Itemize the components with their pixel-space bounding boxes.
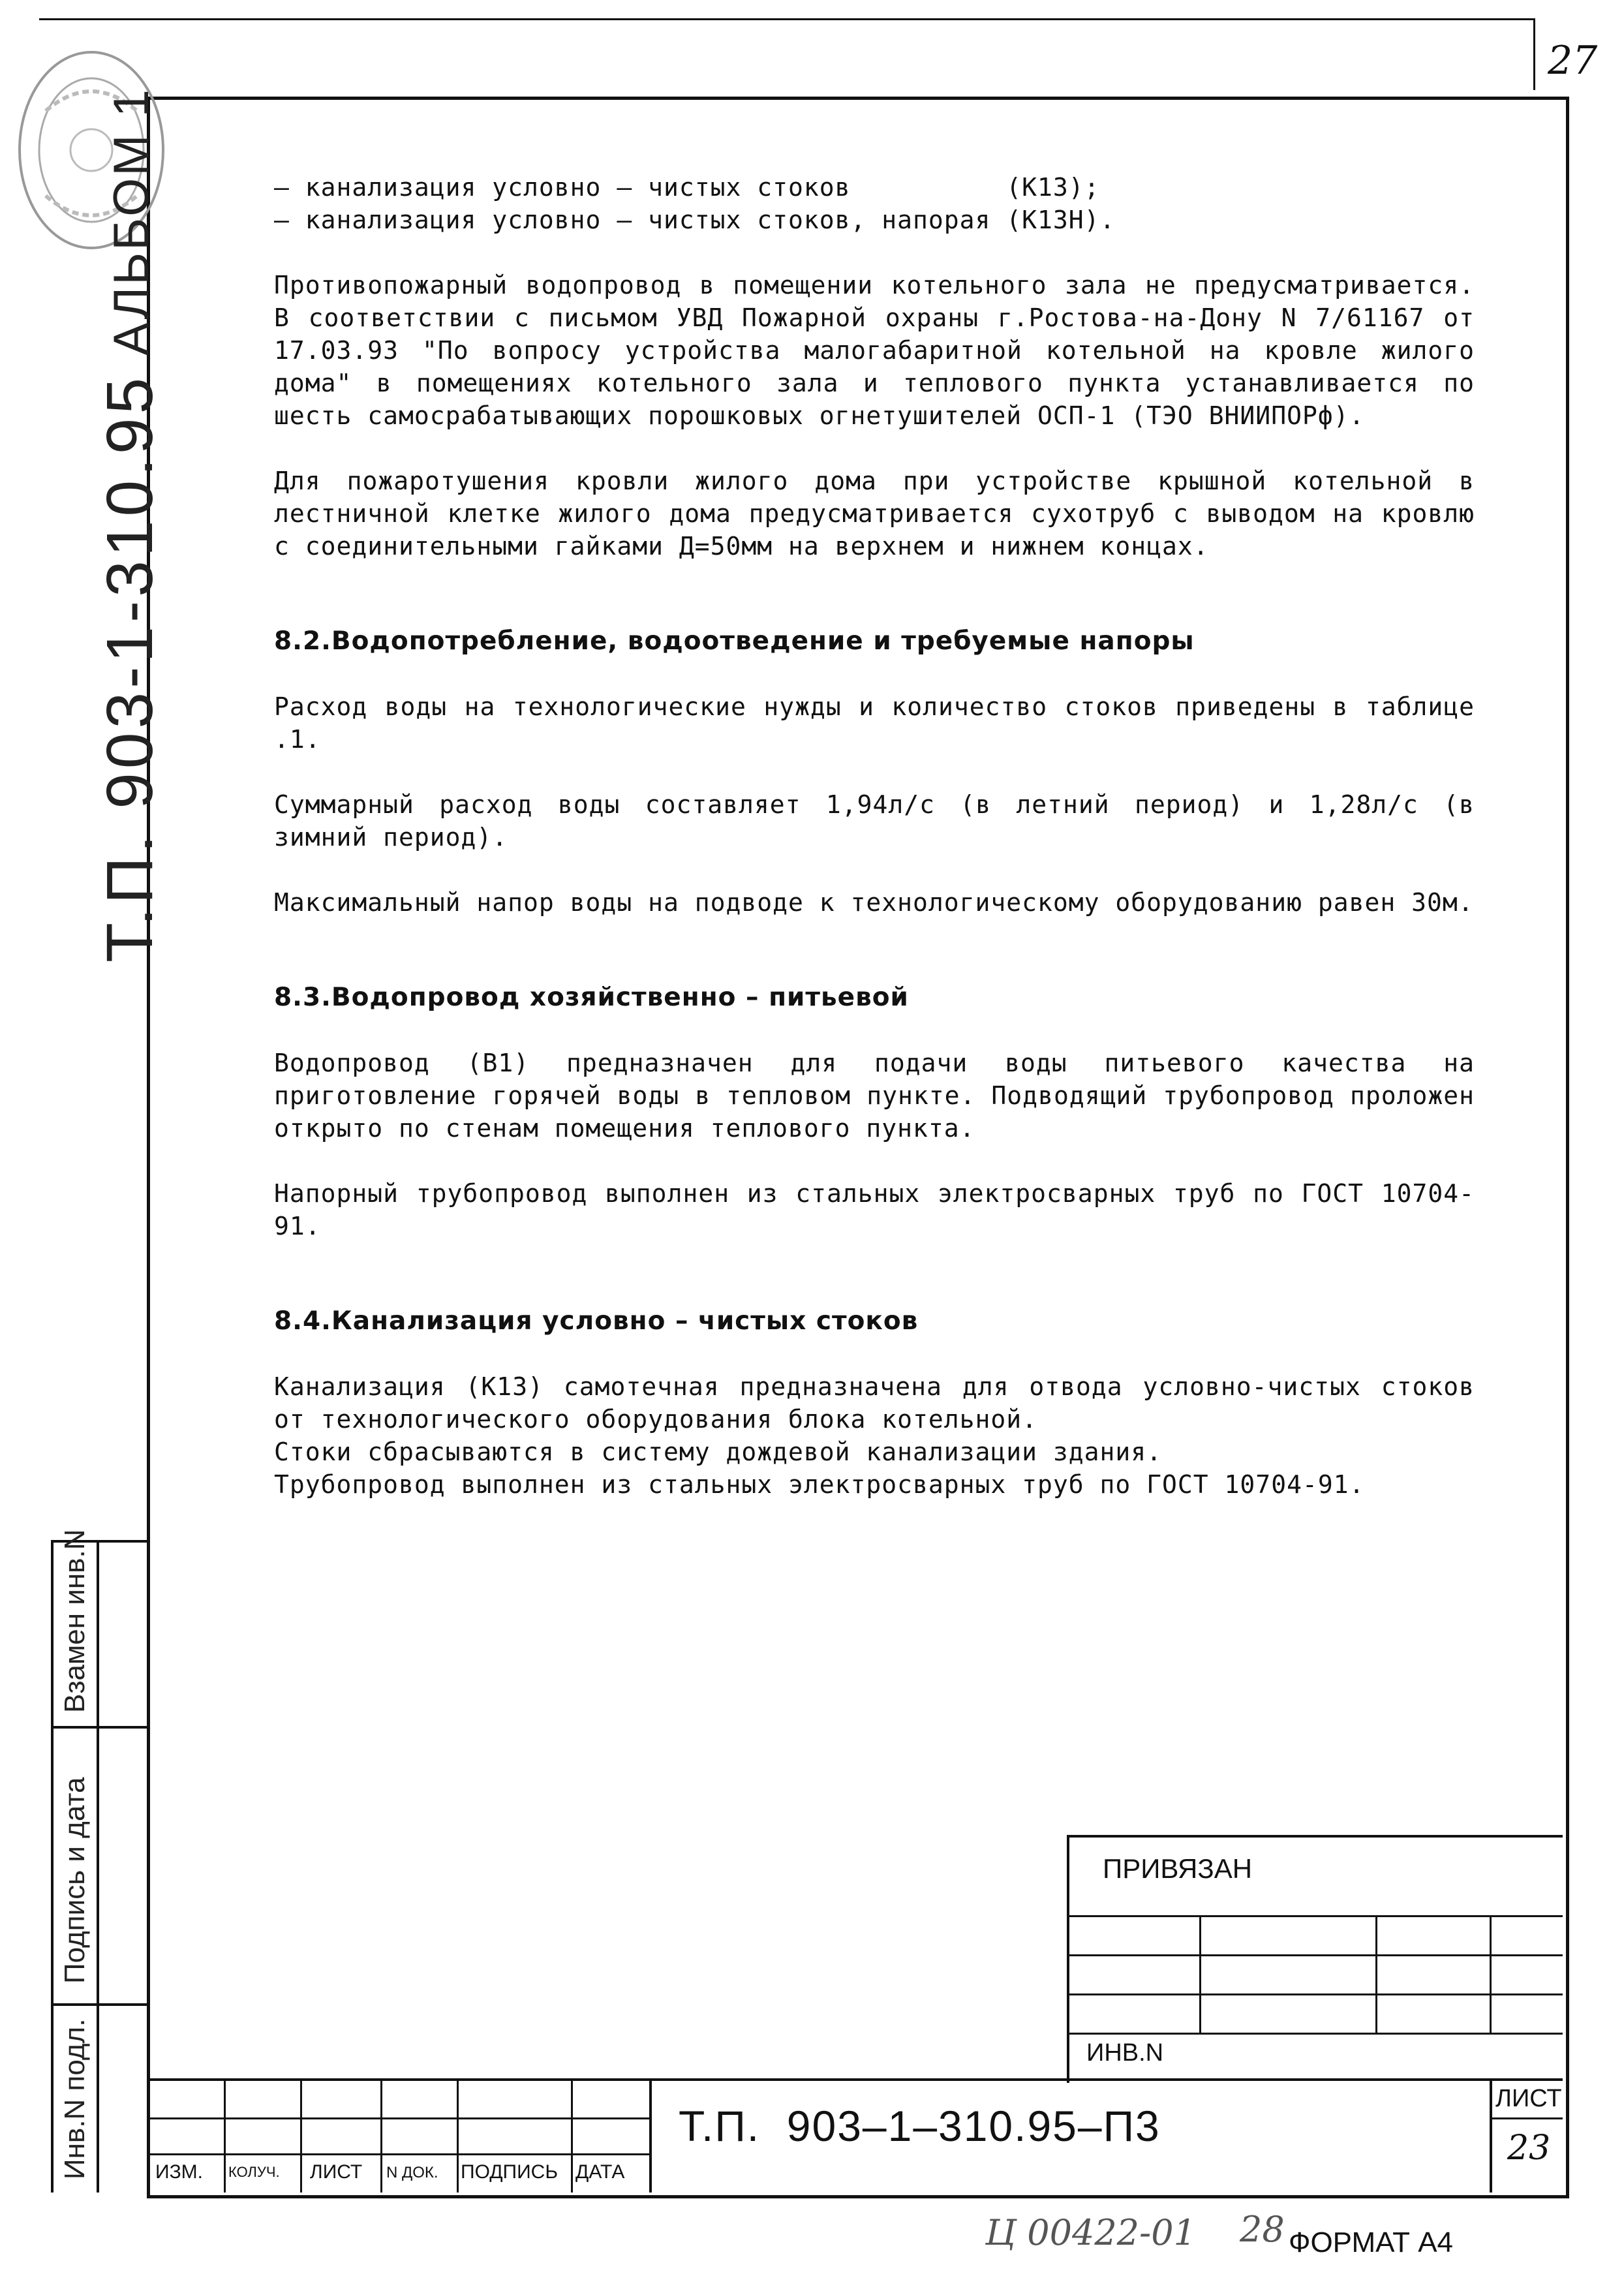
sheet-number: 23 xyxy=(1507,2129,1551,2168)
binding-row-2 xyxy=(1067,1954,1563,1956)
binding-block-top xyxy=(1067,1835,1563,1838)
section-8-2-heading: 8.2.Водопотребление, водоотведение и требуемые напоры xyxy=(274,626,1195,656)
margin-table-mid xyxy=(97,1540,99,2193)
margin-table-div2 xyxy=(51,2003,149,2006)
section-8-4-p3: Трубопровод выполнен из стальных электросварных труб по ГОСТ 10704-91. xyxy=(274,1470,1365,1499)
col-header-list: ЛИСТ xyxy=(310,2161,363,2183)
binding-block-left xyxy=(1067,1835,1069,2083)
document-designation: Т.П. 903–1–310.95–П3 xyxy=(679,2102,1161,2150)
list-item: – канализация условно – чистых стоков (К13); xyxy=(274,173,1100,202)
section-8-4-p2: Стоки сбрасываются в систему дождевой канализации здания. xyxy=(274,1438,1163,1466)
handwritten-number: 28 xyxy=(1240,2209,1285,2250)
section-8-3-heading: 8.3.Водопровод хозяйственно – питьевой xyxy=(274,983,909,1012)
col-header-podpis: ПОДПИСЬ xyxy=(461,2161,559,2183)
handwritten-code: Ц 00422-01 xyxy=(985,2212,1196,2253)
format-label: ФОРМАТ А4 xyxy=(1289,2226,1454,2258)
fire-paragraph-1: Противопожарный водопровод в помещении котельного зала не предусматривается. В соответствии с письмом УВД Пожарной охраны г.Ростова-на-Дону N 7/61167 от 17.03.93 "По вопросу устройства малогабаритной котельной на кровле жилого дома" в помещениях котельного зала и теплового пункта устанавливается по шесть самосрабатывающих порошковых огнетушителей ОСП-1 (ТЭО ВНИИПОРф). xyxy=(274,271,1475,430)
title-col-4 xyxy=(457,2078,459,2193)
sheet-divider xyxy=(1490,2117,1563,2119)
corner-page-number: 27 xyxy=(1548,38,1598,84)
margin-field-replacement-inv: Взамен инв.N xyxy=(59,1529,91,1713)
title-col-3 xyxy=(380,2078,382,2193)
section-8-4-heading: 8.4.Канализация условно – чистых стоков xyxy=(274,1306,919,1336)
title-block-row xyxy=(147,2153,649,2155)
project-code-vertical: Т.П. 903-1-310.95 xyxy=(93,373,166,962)
margin-table-left xyxy=(51,1540,54,2193)
sheet-col xyxy=(1490,2078,1492,2193)
title-col-5 xyxy=(571,2078,573,2193)
section-8-2-p2: Суммарный расход воды составляет 1,94л/с (в летний период) и 1,28л/с (в зимний период). xyxy=(274,790,1475,852)
binding-col-2 xyxy=(1375,1915,1377,2033)
section-8-3-p1: Водопровод (В1) предназначен для подачи воды питьевого качества на приготовление горячей воды в тепловом пункте. Подводящий трубопровод проложен открыто по стенам помещения теплового пункта. xyxy=(274,1049,1475,1143)
margin-field-signature-date: Подпись и дата xyxy=(59,1777,91,1984)
binding-col-3 xyxy=(1490,1915,1492,2033)
binding-inv-label: ИНВ.N xyxy=(1086,2039,1164,2067)
top-border-line xyxy=(39,18,1533,20)
col-header-izm: ИЗМ. xyxy=(155,2161,204,2183)
margin-table-div1 xyxy=(51,1726,149,1729)
col-header-ndok: N ДОК. xyxy=(386,2164,438,2181)
album-label: АЛЬБОМ 1 xyxy=(104,87,159,356)
binding-col-1 xyxy=(1199,1915,1201,2033)
title-col-1 xyxy=(224,2078,226,2193)
document-body xyxy=(274,171,1537,1501)
margin-field-original-inv: Инв.N подл. xyxy=(59,2018,91,2179)
section-8-4-p1: Канализация (К13) самотечная предназначена для отвода условно-чистых стоков от технологического оборудования блока котельной. xyxy=(274,1372,1475,1434)
section-8-2-p1: Расход воды на технологические нужды и количество стоков приведены в таблице .1. xyxy=(274,692,1537,754)
fire-paragraph-2: Для пожаротушения кровли жилого дома при устройстве крышной котельной в лестничной клетке жилого дома предусматривается сухотруб с выводом на кровлю с соединительными гайками Д=50мм на верхнем и нижнем концах. xyxy=(274,467,1475,561)
top-corner-divider xyxy=(1533,18,1535,90)
col-header-koluch: КОЛУЧ. xyxy=(228,2164,280,2180)
section-8-3-p2: Напорный трубопровод выполнен из стальных электросварных труб по ГОСТ 10704-91. xyxy=(274,1179,1475,1240)
col-header-data: ДАТА xyxy=(575,2161,625,2183)
binding-row-4 xyxy=(1067,2033,1563,2035)
binding-row-1 xyxy=(1067,1915,1563,1917)
binding-row-3 xyxy=(1067,1993,1563,1995)
section-8-2-p3: Максимальный напор воды на подводе к технологическому оборудованию равен 30м. xyxy=(274,888,1474,917)
sheet-label: ЛИСТ xyxy=(1495,2085,1562,2112)
title-col-6 xyxy=(649,2078,652,2193)
binding-title: ПРИВЯЗАН xyxy=(1103,1853,1253,1884)
list-item: – канализация условно – чистых стоков, напорая (К13Н). xyxy=(274,206,1116,234)
title-col-2 xyxy=(300,2078,302,2193)
title-block-top xyxy=(147,2078,1563,2081)
title-block-mid xyxy=(147,2117,649,2119)
